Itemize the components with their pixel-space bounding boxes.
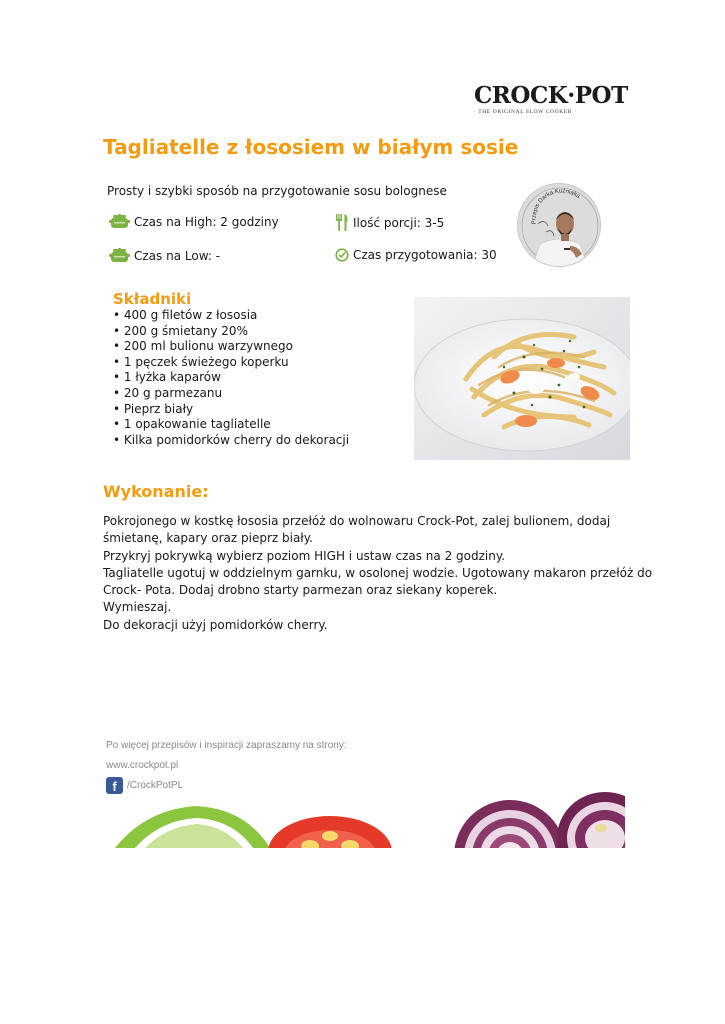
time-high — [109, 214, 279, 230]
ingredient-item: • Pieprz biały — [113, 402, 349, 418]
slow-cooker-icon — [109, 248, 130, 264]
ingredient-item: • 200 g śmietany 20% — [113, 324, 349, 340]
ingredient-item: • 1 opakowanie tagliatelle — [113, 417, 349, 433]
prep-time-label: Czas przygotowania: 30 — [353, 248, 497, 262]
clock-icon — [335, 248, 349, 262]
ingredient-item: • 20 g parmezanu — [113, 386, 349, 402]
chef-caption: Przepis Darka Kuźniaka — [531, 188, 581, 225]
facebook-icon: f — [106, 777, 123, 794]
instructions-text — [103, 513, 653, 634]
recipe-subtitle: Prosty i szybki sposób na przygotowanie sosu bolognese — [107, 184, 447, 198]
cutlery-icon — [335, 214, 349, 231]
recipe-title: Tagliatelle z łososiem w białym sosie — [103, 135, 519, 159]
instruction-line: Pokrojonego w kostkę łososia przełóż do wolnowaru Crock-Pot, zalej bulionem, dodaj — [103, 514, 611, 528]
time-low-label: Czas na Low: - — [134, 249, 221, 263]
time-high-label: Czas na High: 2 godziny — [134, 215, 279, 229]
brand-name: CROCK·POT — [474, 82, 628, 109]
portions — [335, 214, 444, 231]
chef-photo — [517, 183, 601, 267]
instruction-line: Wymieszaj. — [103, 600, 172, 615]
instruction-line: Do dekoracji użyj pomidorków cherry. — [103, 617, 328, 632]
instruction-line: Tagliatelle ugotuj w oddzielnym garnku, w osolonej wodzie. Ugotowany makaron przełóż do — [103, 565, 653, 580]
brand-tagline: · THE ORIGINAL SLOW COOKER · — [474, 109, 577, 115]
facebook-handle: /CrockPotPL — [127, 780, 184, 791]
portions-label: Ilość porcji: 3-5 — [353, 215, 445, 230]
time-low — [109, 248, 220, 264]
ingredient-item: • 1 łyżka kaparów — [113, 370, 349, 386]
vegetables-banner — [105, 790, 625, 848]
svg-text:Przepis Darka Kuźniaka — [531, 188, 581, 224]
website-link[interactable]: www.crockpot.pl — [106, 760, 179, 771]
ingredients-heading: Składniki — [113, 290, 192, 308]
instructions-heading: Wykonanie: — [103, 482, 209, 501]
dish-photo — [414, 297, 630, 460]
instruction-line: Przykryj pokrywką wybierz poziom HIGH i ustaw czas na 2 godziny. — [103, 548, 506, 563]
instruction-line: śmietanę, kapary oraz pieprz biały. — [103, 531, 313, 546]
chef-caption-ring — [518, 184, 601, 267]
slow-cooker-icon — [109, 214, 130, 230]
footer-more-text: Po więcej przepisów i inspiracji zapraszamy na strony: — [106, 740, 347, 751]
ingredient-item: • 1 pęczek świeżego koperku — [113, 355, 349, 371]
ingredient-item: • 400 g filetów z łososia — [113, 308, 349, 324]
brand-logo — [474, 82, 628, 120]
ingredients-list — [113, 308, 349, 448]
prep-time — [335, 248, 497, 262]
ingredient-item: • Kilka pomidorków cherry do dekoracji — [113, 433, 349, 449]
ingredient-item: • 200 ml bulionu warzywnego — [113, 339, 349, 355]
instruction-line: Crock- Pota. Dodaj drobno starty parmezan oraz siekany koperek. — [103, 583, 498, 598]
